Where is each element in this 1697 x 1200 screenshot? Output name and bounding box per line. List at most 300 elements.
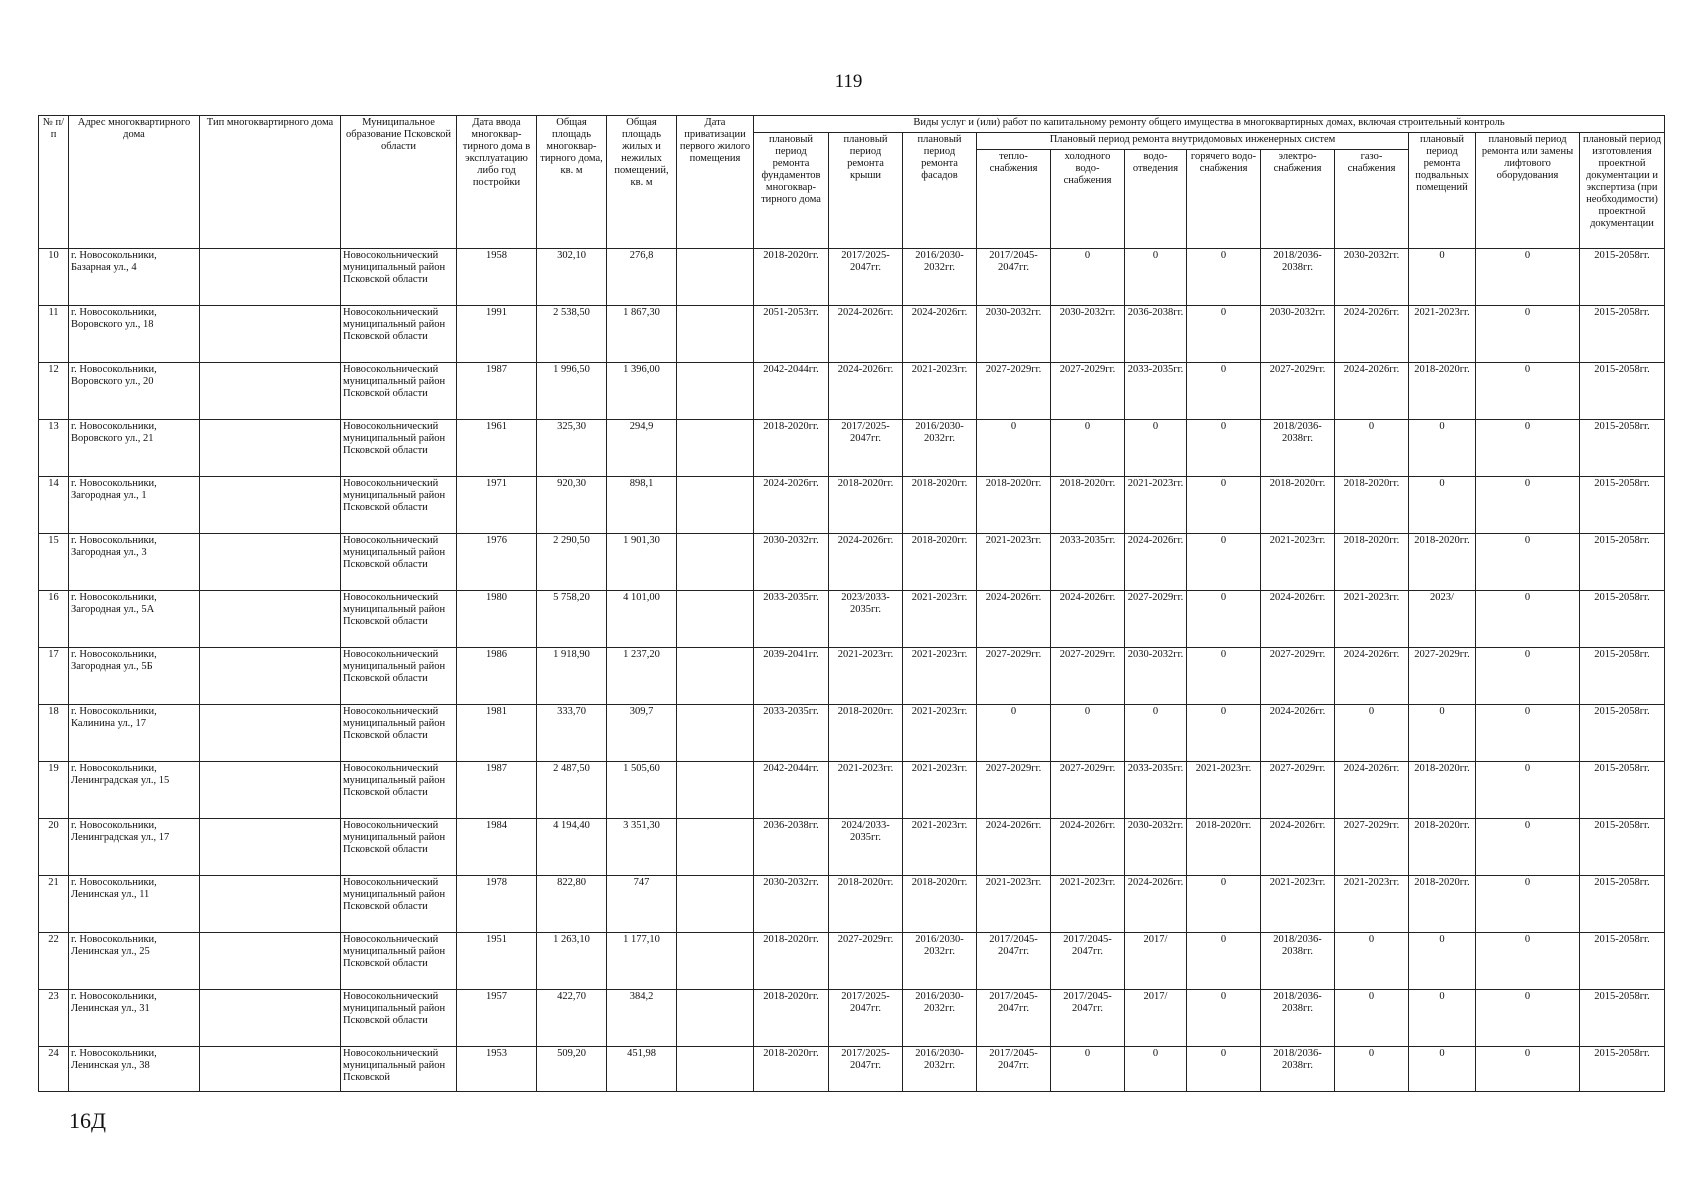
cell-cold-water: 2017/2045-2047гг. [1051,990,1125,1047]
cell-type [200,534,341,591]
cell-basement: 2018-2020гг. [1409,876,1476,933]
cell-municipality: Новосокольнический муниципальный район Псковской области [341,363,457,420]
cell-year: 1971 [457,477,537,534]
cell-sewage: 2021-2023гг. [1125,477,1187,534]
header-basement: плановый период ремонта подвальных помещений [1409,133,1476,249]
cell-heat: 2017/2045-2047гг. [977,1047,1051,1092]
cell-electric: 2021-2023гг. [1261,876,1335,933]
cell-privatization [677,591,754,648]
cell-living-area: 898,1 [607,477,677,534]
cell-elevator: 0 [1476,990,1580,1047]
cell-basement: 2023/ [1409,591,1476,648]
cell-address: г. Новосокольники, Ленинская ул., 25 [69,933,200,990]
cell-cold-water: 2018-2020гг. [1051,477,1125,534]
table-row [39,249,1665,306]
cell-heat: 2018-2020гг. [977,477,1051,534]
cell-hot-water: 0 [1187,990,1261,1047]
cell-year: 1984 [457,819,537,876]
cell-municipality: Новосокольнический муниципальный район Псковской области [341,876,457,933]
cell-elevator: 0 [1476,477,1580,534]
cell-privatization [677,990,754,1047]
cell-municipality: Новосокольнический муниципальный район Псковской области [341,534,457,591]
cell-foundation: 2018-2020гг. [754,990,829,1047]
cell-heat: 2017/2045-2047гг. [977,249,1051,306]
cell-sewage: 2017/ [1125,990,1187,1047]
cell-living-area: 294,9 [607,420,677,477]
cell-privatization [677,819,754,876]
table-row [39,363,1665,420]
table-row [39,933,1665,990]
cell-foundation: 2018-2020гг. [754,249,829,306]
cell-total-area: 822,80 [537,876,607,933]
cell-cold-water: 2030-2032гг. [1051,306,1125,363]
cell-elevator: 0 [1476,648,1580,705]
cell-heat: 2021-2023гг. [977,534,1051,591]
cell-privatization [677,477,754,534]
cell-gas: 2024-2026гг. [1335,762,1409,819]
cell-roof: 2018-2020гг. [829,876,903,933]
cell-municipality: Новосокольнический муниципальный район Псковской [341,1047,457,1092]
cell-year: 1987 [457,363,537,420]
cell-cold-water: 0 [1051,420,1125,477]
cell-address: г. Новосокольники, Воровского ул., 21 [69,420,200,477]
cell-heat: 0 [977,705,1051,762]
header-services-group: Виды услуг и (или) работ по капитальному ремонту общего имущества в многоквартирных домах, включая строительный контроль [754,116,1665,133]
cell-type [200,819,341,876]
cell-roof: 2024/2033-2035гг. [829,819,903,876]
cell-cold-water: 2017/2045-2047гг. [1051,933,1125,990]
cell-total-area: 509,20 [537,1047,607,1092]
cell-privatization [677,762,754,819]
table-row [39,762,1665,819]
cell-design-docs: 2015-2058гг. [1580,933,1665,990]
cell-facade: 2021-2023гг. [903,705,977,762]
cell-year: 1981 [457,705,537,762]
cell-year: 1976 [457,534,537,591]
cell-heat: 2027-2029гг. [977,648,1051,705]
cell-sewage: 0 [1125,705,1187,762]
cell-heat: 2017/2045-2047гг. [977,933,1051,990]
table-row [39,705,1665,762]
cell-roof: 2017/2025-2047гг. [829,249,903,306]
cell-design-docs: 2015-2058гг. [1580,648,1665,705]
cell-foundation: 2042-2044гг. [754,363,829,420]
header-commission-date: Дата ввода многоквар-тирного дома в эксплуатацию либо год постройки [457,116,537,249]
cell-facade: 2018-2020гг. [903,876,977,933]
cell-num: 13 [39,420,69,477]
cell-total-area: 920,30 [537,477,607,534]
cell-municipality: Новосокольнический муниципальный район Псковской области [341,705,457,762]
cell-gas: 2018-2020гг. [1335,477,1409,534]
cell-address: г. Новосокольники, Ленинградская ул., 17 [69,819,200,876]
cell-foundation: 2036-2038гг. [754,819,829,876]
cell-basement: 0 [1409,1047,1476,1092]
cell-roof: 2027-2029гг. [829,933,903,990]
cell-year: 1980 [457,591,537,648]
header-num: № п/п [39,116,69,249]
cell-privatization [677,420,754,477]
cell-cold-water: 2027-2029гг. [1051,762,1125,819]
cell-facade: 2021-2023гг. [903,591,977,648]
cell-basement: 2021-2023гг. [1409,306,1476,363]
cell-heat: 2027-2029гг. [977,762,1051,819]
cell-hot-water: 2018-2020гг. [1187,819,1261,876]
cell-total-area: 1 918,90 [537,648,607,705]
table-row [39,648,1665,705]
table-row [39,591,1665,648]
header-gas: газо-снабжения [1335,150,1409,249]
cell-living-area: 451,98 [607,1047,677,1092]
cell-address: г. Новосокольники, Ленинградская ул., 15 [69,762,200,819]
cell-foundation: 2024-2026гг. [754,477,829,534]
header-hot-water: горячего водо-снабжения [1187,150,1261,249]
cell-design-docs: 2015-2058гг. [1580,1047,1665,1092]
cell-privatization [677,876,754,933]
cell-elevator: 0 [1476,363,1580,420]
cell-foundation: 2030-2032гг. [754,534,829,591]
cell-electric: 2027-2029гг. [1261,648,1335,705]
cell-hot-water: 0 [1187,477,1261,534]
cell-sewage: 2024-2026гг. [1125,534,1187,591]
cell-num: 20 [39,819,69,876]
cell-elevator: 0 [1476,249,1580,306]
cell-sewage: 2024-2026гг. [1125,876,1187,933]
header-total-area: Общая площадь многоквар-тирного дома, кв. м [537,116,607,249]
cell-facade: 2016/2030-2032гг. [903,420,977,477]
cell-total-area: 1 996,50 [537,363,607,420]
cell-municipality: Новосокольнический муниципальный район Псковской области [341,249,457,306]
cell-privatization [677,705,754,762]
cell-foundation: 2018-2020гг. [754,1047,829,1092]
cell-electric: 2027-2029гг. [1261,363,1335,420]
cell-privatization [677,534,754,591]
cell-living-area: 747 [607,876,677,933]
cell-design-docs: 2015-2058гг. [1580,705,1665,762]
cell-total-area: 5 758,20 [537,591,607,648]
cell-basement: 2018-2020гг. [1409,363,1476,420]
cell-type [200,933,341,990]
cell-gas: 2027-2029гг. [1335,819,1409,876]
table-row [39,819,1665,876]
cell-hot-water: 0 [1187,591,1261,648]
cell-type [200,648,341,705]
cell-sewage: 0 [1125,420,1187,477]
cell-cold-water: 0 [1051,249,1125,306]
cell-basement: 0 [1409,705,1476,762]
header-foundation: плановый период ремонта фундаментов многоквар-тирного дома [754,133,829,249]
header-heat: тепло-снабжения [977,150,1051,249]
cell-living-area: 1 396,00 [607,363,677,420]
cell-num: 24 [39,1047,69,1092]
cell-type [200,591,341,648]
cell-address: г. Новосокольники, Ленинская ул., 38 [69,1047,200,1092]
header-engineering-group: Плановый период ремонта внутридомовых инженерных систем [977,133,1409,150]
cell-foundation: 2039-2041гг. [754,648,829,705]
cell-type [200,762,341,819]
cell-elevator: 0 [1476,705,1580,762]
cell-foundation: 2033-2035гг. [754,705,829,762]
cell-facade: 2016/2030-2032гг. [903,1047,977,1092]
cell-living-area: 4 101,00 [607,591,677,648]
capital-repair-table [38,115,1665,1092]
cell-living-area: 309,7 [607,705,677,762]
cell-electric: 2018/2036-2038гг. [1261,990,1335,1047]
cell-basement: 0 [1409,933,1476,990]
cell-electric: 2018-2020гг. [1261,477,1335,534]
cell-cold-water: 2027-2029гг. [1051,648,1125,705]
cell-num: 14 [39,477,69,534]
cell-total-area: 325,30 [537,420,607,477]
footer-code: 16Д [69,1108,107,1133]
cell-basement: 2018-2020гг. [1409,819,1476,876]
cell-foundation: 2042-2044гг. [754,762,829,819]
cell-elevator: 0 [1476,306,1580,363]
cell-roof: 2017/2025-2047гг. [829,1047,903,1092]
cell-cold-water: 2024-2026гг. [1051,591,1125,648]
table-row [39,876,1665,933]
cell-address: г. Новосокольники, Воровского ул., 18 [69,306,200,363]
cell-address: г. Новосокольники, Загородная ул., 1 [69,477,200,534]
cell-sewage: 2033-2035гг. [1125,762,1187,819]
cell-num: 17 [39,648,69,705]
cell-num: 15 [39,534,69,591]
cell-foundation: 2033-2035гг. [754,591,829,648]
cell-design-docs: 2015-2058гг. [1580,477,1665,534]
header-type: Тип многоквартирного дома [200,116,341,249]
cell-heat: 2027-2029гг. [977,363,1051,420]
cell-sewage: 2033-2035гг. [1125,363,1187,420]
cell-cold-water: 2027-2029гг. [1051,363,1125,420]
cell-design-docs: 2015-2058гг. [1580,534,1665,591]
cell-municipality: Новосокольнический муниципальный район Псковской области [341,477,457,534]
cell-hot-water: 0 [1187,933,1261,990]
cell-design-docs: 2015-2058гг. [1580,249,1665,306]
cell-elevator: 0 [1476,933,1580,990]
cell-sewage: 2036-2038гг. [1125,306,1187,363]
cell-type [200,420,341,477]
cell-cold-water: 2033-2035гг. [1051,534,1125,591]
cell-address: г. Новосокольники, Ленинская ул., 11 [69,876,200,933]
cell-total-area: 333,70 [537,705,607,762]
cell-privatization [677,933,754,990]
header-roof: плановый период ремонта крыши [829,133,903,249]
table-row [39,534,1665,591]
cell-sewage: 2030-2032гг. [1125,819,1187,876]
cell-electric: 2024-2026гг. [1261,591,1335,648]
cell-living-area: 1 505,60 [607,762,677,819]
cell-total-area: 1 263,10 [537,933,607,990]
cell-roof: 2018-2020гг. [829,705,903,762]
cell-type [200,990,341,1047]
cell-municipality: Новосокольнический муниципальный район Псковской области [341,762,457,819]
cell-gas: 0 [1335,1047,1409,1092]
cell-gas: 0 [1335,705,1409,762]
cell-address: г. Новосокольники, Ленинская ул., 31 [69,990,200,1047]
cell-facade: 2024-2026гг. [903,306,977,363]
header-elevator: плановый период ремонта или замены лифтового оборудования [1476,133,1580,249]
cell-num: 16 [39,591,69,648]
cell-year: 1978 [457,876,537,933]
cell-gas: 0 [1335,990,1409,1047]
cell-cold-water: 2024-2026гг. [1051,819,1125,876]
cell-hot-water: 0 [1187,648,1261,705]
cell-hot-water: 0 [1187,705,1261,762]
cell-facade: 2021-2023гг. [903,819,977,876]
cell-type [200,306,341,363]
cell-heat: 2024-2026гг. [977,591,1051,648]
cell-hot-water: 0 [1187,1047,1261,1092]
header-cold-water: холодного водо-снабжения [1051,150,1125,249]
cell-roof: 2017/2025-2047гг. [829,990,903,1047]
cell-gas: 2018-2020гг. [1335,534,1409,591]
cell-elevator: 0 [1476,534,1580,591]
cell-facade: 2016/2030-2032гг. [903,933,977,990]
page-number: 119 [834,71,863,92]
cell-elevator: 0 [1476,876,1580,933]
header-address: Адрес многоквартирного дома [69,116,200,249]
cell-living-area: 1 901,30 [607,534,677,591]
cell-address: г. Новосокольники, Базарная ул., 4 [69,249,200,306]
header-municipality: Муниципальное образование Псковской области [341,116,457,249]
cell-living-area: 384,2 [607,990,677,1047]
cell-facade: 2021-2023гг. [903,762,977,819]
cell-basement: 2018-2020гг. [1409,534,1476,591]
cell-roof: 2017/2025-2047гг. [829,420,903,477]
cell-living-area: 3 351,30 [607,819,677,876]
cell-hot-water: 0 [1187,306,1261,363]
header-electric: электро-снабжения [1261,150,1335,249]
cell-type [200,705,341,762]
cell-gas: 2021-2023гг. [1335,876,1409,933]
cell-year: 1957 [457,990,537,1047]
cell-year: 1991 [457,306,537,363]
cell-municipality: Новосокольнический муниципальный район Псковской области [341,306,457,363]
cell-year: 1953 [457,1047,537,1092]
cell-basement: 0 [1409,249,1476,306]
cell-elevator: 0 [1476,591,1580,648]
cell-electric: 2018/2036-2038гг. [1261,420,1335,477]
header-facade: плановый период ремонта фасадов [903,133,977,249]
cell-electric: 2018/2036-2038гг. [1261,933,1335,990]
cell-hot-water: 0 [1187,249,1261,306]
cell-roof: 2018-2020гг. [829,477,903,534]
cell-elevator: 0 [1476,819,1580,876]
cell-total-area: 302,10 [537,249,607,306]
cell-design-docs: 2015-2058гг. [1580,819,1665,876]
cell-design-docs: 2015-2058гг. [1580,876,1665,933]
cell-num: 11 [39,306,69,363]
cell-num: 18 [39,705,69,762]
cell-sewage: 0 [1125,249,1187,306]
cell-gas: 0 [1335,420,1409,477]
cell-sewage: 2017/ [1125,933,1187,990]
cell-sewage: 2027-2029гг. [1125,591,1187,648]
cell-roof: 2024-2026гг. [829,363,903,420]
cell-gas: 2021-2023гг. [1335,591,1409,648]
cell-total-area: 2 487,50 [537,762,607,819]
cell-num: 12 [39,363,69,420]
cell-heat: 2017/2045-2047гг. [977,990,1051,1047]
cell-design-docs: 2015-2058гг. [1580,420,1665,477]
table-row [39,477,1665,534]
cell-basement: 2018-2020гг. [1409,762,1476,819]
cell-hot-water: 0 [1187,420,1261,477]
cell-cold-water: 0 [1051,1047,1125,1092]
cell-sewage: 0 [1125,1047,1187,1092]
cell-privatization [677,363,754,420]
cell-num: 23 [39,990,69,1047]
cell-facade: 2016/2030-2032гг. [903,249,977,306]
cell-electric: 2024-2026гг. [1261,819,1335,876]
header-sewage: водо-отведения [1125,150,1187,249]
cell-facade: 2021-2023гг. [903,363,977,420]
cell-municipality: Новосокольнический муниципальный район Псковской области [341,819,457,876]
cell-year: 1987 [457,762,537,819]
cell-heat: 2030-2032гг. [977,306,1051,363]
cell-roof: 2024-2026гг. [829,306,903,363]
cell-cold-water: 0 [1051,705,1125,762]
cell-year: 1961 [457,420,537,477]
cell-foundation: 2051-2053гг. [754,306,829,363]
cell-gas: 2024-2026гг. [1335,306,1409,363]
cell-design-docs: 2015-2058гг. [1580,363,1665,420]
cell-foundation: 2018-2020гг. [754,420,829,477]
cell-electric: 2018/2036-2038гг. [1261,1047,1335,1092]
cell-basement: 0 [1409,420,1476,477]
cell-living-area: 1 867,30 [607,306,677,363]
cell-address: г. Новосокольники, Калинина ул., 17 [69,705,200,762]
cell-design-docs: 2015-2058гг. [1580,762,1665,819]
cell-privatization [677,1047,754,1092]
cell-design-docs: 2015-2058гг. [1580,990,1665,1047]
cell-year: 1951 [457,933,537,990]
cell-num: 22 [39,933,69,990]
cell-electric: 2018/2036-2038гг. [1261,249,1335,306]
cell-gas: 2024-2026гг. [1335,363,1409,420]
cell-type [200,477,341,534]
table-row [39,306,1665,363]
cell-privatization [677,306,754,363]
cell-roof: 2024-2026гг. [829,534,903,591]
cell-type [200,249,341,306]
cell-gas: 2024-2026гг. [1335,648,1409,705]
header-living-area: Общая площадь жилых и нежилых помещений, кв. м [607,116,677,249]
cell-hot-water: 2021-2023гг. [1187,762,1261,819]
cell-facade: 2018-2020гг. [903,477,977,534]
cell-municipality: Новосокольнический муниципальный район Псковской области [341,990,457,1047]
cell-facade: 2016/2030-2032гг. [903,990,977,1047]
cell-cold-water: 2021-2023гг. [1051,876,1125,933]
cell-municipality: Новосокольнический муниципальный район Псковской области [341,420,457,477]
cell-facade: 2018-2020гг. [903,534,977,591]
table-row [39,1047,1665,1092]
cell-gas: 2030-2032гг. [1335,249,1409,306]
cell-year: 1986 [457,648,537,705]
cell-roof: 2023/2033-2035гг. [829,591,903,648]
cell-sewage: 2030-2032гг. [1125,648,1187,705]
cell-living-area: 1 177,10 [607,933,677,990]
cell-address: г. Новосокольники, Воровского ул., 20 [69,363,200,420]
cell-type [200,363,341,420]
cell-type [200,1047,341,1092]
cell-facade: 2021-2023гг. [903,648,977,705]
cell-hot-water: 0 [1187,876,1261,933]
cell-living-area: 1 237,20 [607,648,677,705]
table-row [39,990,1665,1047]
cell-living-area: 276,8 [607,249,677,306]
cell-heat: 0 [977,420,1051,477]
cell-roof: 2021-2023гг. [829,762,903,819]
